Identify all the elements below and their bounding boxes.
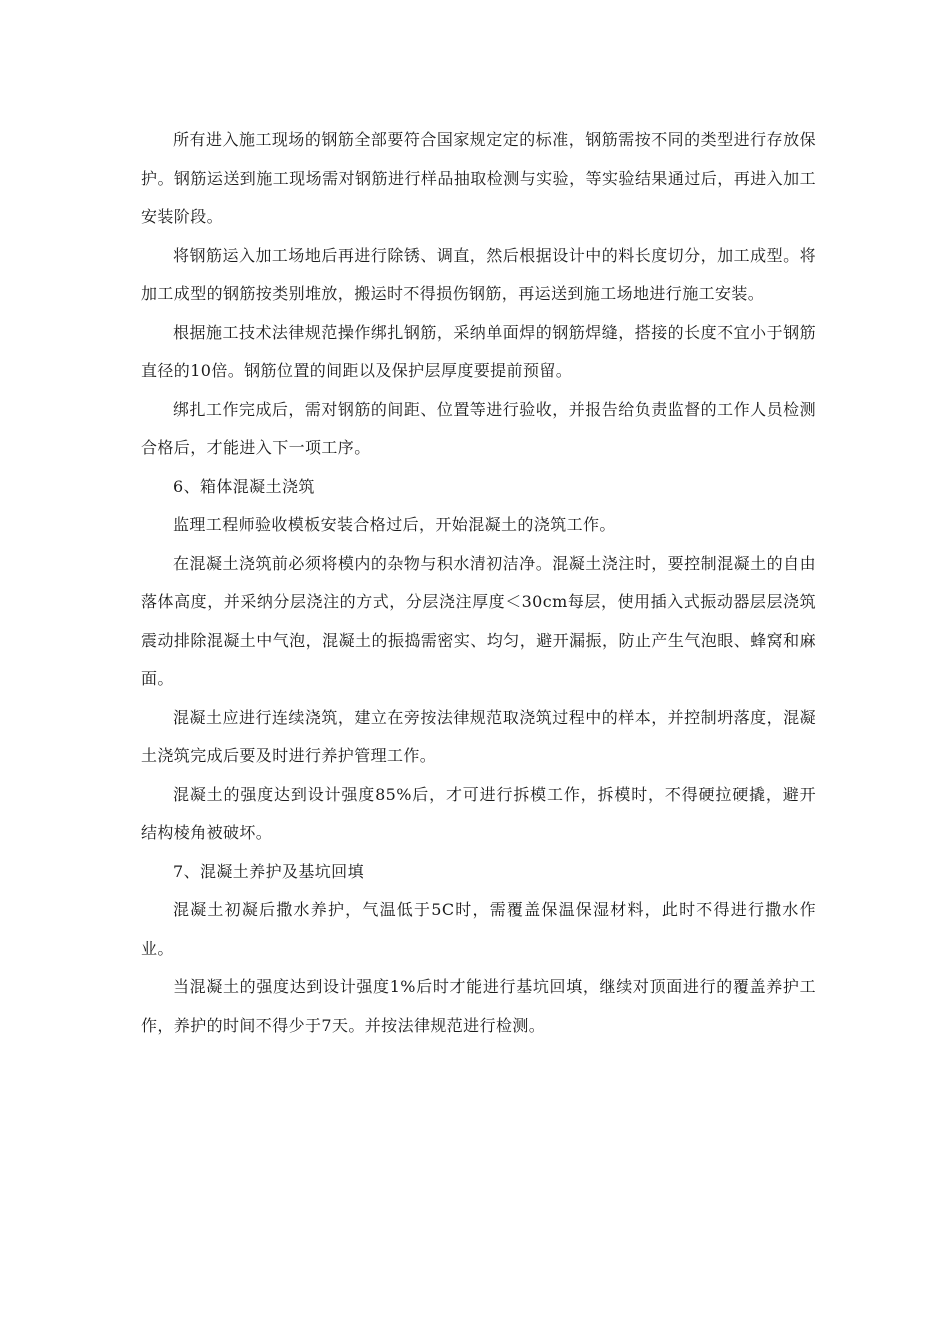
section-heading-box-concrete-pouring: 6、箱体混凝土浇筑 (173, 476, 315, 496)
document-body (141, 121, 816, 1045)
paragraph-pouring-procedure: 在混凝土浇筑前必须将模内的杂物与积水清初洁净。混凝土浇注时，要控制混凝土的自由落体高度，并采纳分层浇注的方式，分层浇注厚度＜30cm每层，使用插入式振动器层层浇筑震动排除混凝土中气泡，混凝土的振捣需密实、均匀，避开漏振，防止产生气泡眼、蜂窝和麻面。 (141, 553, 816, 688)
paragraph-continuous-pouring: 混凝土应进行连续浇筑，建立在旁按法律规范取浇筑过程中的样本，并控制坍落度，混凝土浇筑完成后要及时进行养护管理工作。 (141, 707, 816, 765)
section-heading-curing-backfill: 7、混凝土养护及基坑回填 (173, 861, 364, 881)
paragraph-backfill: 当混凝土的强度达到设计强度1%后时才能进行基坑回填，继续对顶面进行的覆盖养护工作，养护的时间不得少于7天。并按法律规范进行检测。 (141, 977, 816, 1035)
paragraph-formwork-removal: 混凝土的强度达到设计强度85%后，才可进行拆模工作，拆模时，不得硬拉硬撬，避开结构棱角被破坏。 (141, 784, 816, 842)
paragraph-rebar-acceptance: 所有进入施工现场的钢筋全部要符合国家规定定的标准，钢筋需按不同的类型进行存放保护。钢筋运送到施工现场需对钢筋进行样品抽取检测与实验，等实验结果通过后，再进入加工安装阶段。 (141, 130, 816, 226)
paragraph-rebar-processing: 将钢筋运入加工场地后再进行除锈、调直，然后根据设计中的料长度切分，加工成型。将加工成型的钢筋按类别堆放，搬运时不得损伤钢筋，再运送到施工场地进行施工安装。 (141, 245, 816, 303)
paragraph-formwork-acceptance: 监理工程师验收模板安装合格过后，开始混凝土的浇筑工作。 (173, 515, 616, 534)
paragraph-curing: 混凝土初凝后撒水养护，气温低于5C时，需覆盖保温保湿材料，此时不得进行撒水作业。 (141, 900, 816, 958)
paragraph-rebar-inspection: 绑扎工作完成后，需对钢筋的间距、位置等进行验收，并报告给负责监督的工作人员检测合格后，才能进入下一项工序。 (141, 399, 816, 457)
paragraph-rebar-binding: 根据施工技术法律规范操作绑扎钢筋，采纳单面焊的钢筋焊缝，搭接的长度不宜小于钢筋直径的10倍。钢筋位置的间距以及保护层厚度要提前预留。 (141, 322, 816, 380)
